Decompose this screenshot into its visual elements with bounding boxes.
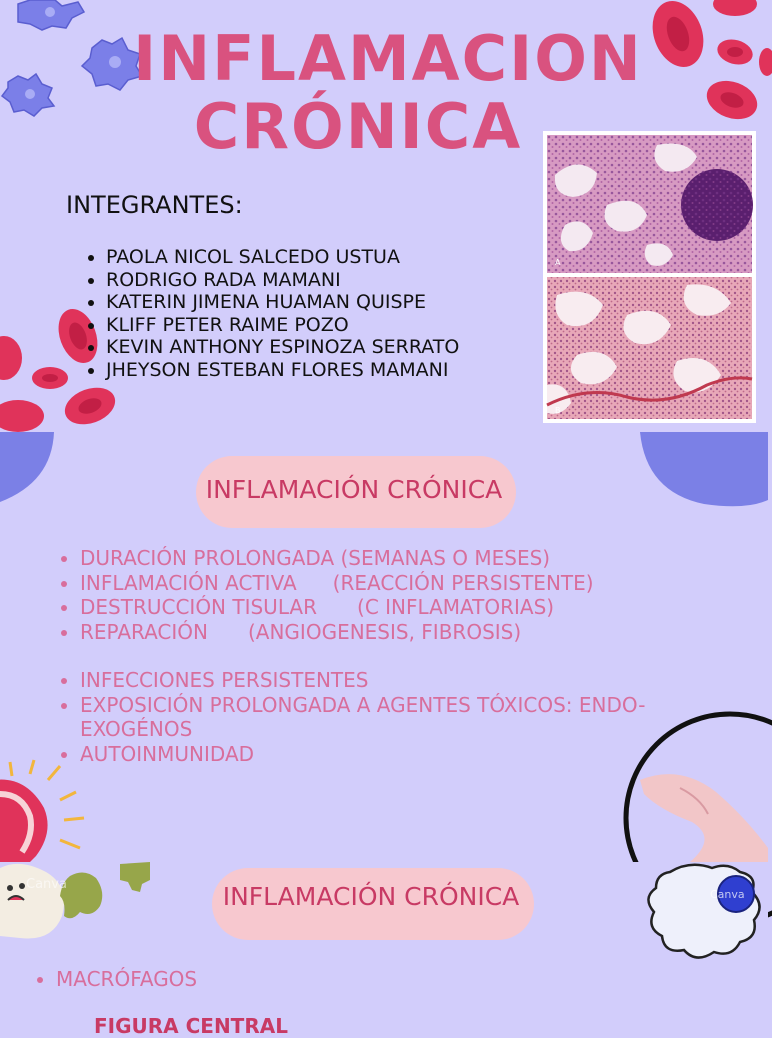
list-item: • KLIFF PETER RAIME POZO (106, 314, 459, 337)
list-item: • DURACIÓN PROLONGADA (SEMANAS O MESES) (80, 546, 700, 571)
figure-label-b: B (555, 406, 561, 415)
list-item: • REPARACIÓN (ANGIOGENESIS, FIBROSIS) (80, 620, 700, 645)
members-heading: INTEGRANTES: (66, 191, 243, 219)
characteristics-slide (0, 432, 768, 862)
page-title-line-2: CRÓNICA (193, 90, 523, 163)
cover-slide (0, 0, 768, 432)
list-item: • AUTOINMUNIDAD (80, 742, 700, 767)
list-item: • INFECCIONES PERSISTENTES (80, 668, 700, 693)
list-item: • KEVIN ANTHONY ESPINOZA SERRATO (106, 336, 459, 359)
figure-label-a: A (555, 258, 561, 267)
cut-off-heading: FIGURA CENTRAL (94, 1014, 288, 1038)
watermark: Canva (710, 888, 745, 901)
histology-image (543, 131, 756, 423)
features-list (62, 546, 700, 645)
section-title: INFLAMACIÓN CRÓNICA (222, 882, 520, 911)
watermark: Canva (26, 877, 67, 892)
list-item: • MACRÓFAGOS (56, 967, 676, 992)
causes-list (62, 668, 700, 767)
list-item: • EXPOSICIÓN PROLONGADA A AGENTES TÓXICOS: ENDO-EXOGÉNOS (80, 693, 700, 742)
list-item: • KATERIN JIMENA HUAMAN QUISPE (106, 291, 459, 314)
blue-circle-decoration (0, 432, 60, 504)
cartoon-cells-decoration (0, 862, 160, 942)
page-title-line-1: INFLAMACION (133, 22, 643, 95)
list-item: • JHEYSON ESTEBAN FLORES MAMANI (106, 359, 459, 382)
topics-list (38, 967, 676, 992)
macrophage-icon (640, 862, 768, 972)
members-list (84, 246, 459, 382)
section-title: INFLAMACIÓN CRÓNICA (205, 475, 503, 504)
list-item: • DESTRUCCIÓN TISULAR (C INFLAMATORIAS) (80, 595, 700, 620)
list-item: • INFLAMACIÓN ACTIVA (REACCIÓN PERSISTENTE) (80, 571, 700, 596)
blue-circle-decoration (636, 432, 768, 506)
list-item: • RODRIGO RADA MAMANI (106, 269, 459, 292)
inflamed-joint-icon (0, 760, 100, 862)
macrophages-slide (0, 862, 768, 1038)
list-item: • PAOLA NICOL SALCEDO USTUA (106, 246, 459, 269)
